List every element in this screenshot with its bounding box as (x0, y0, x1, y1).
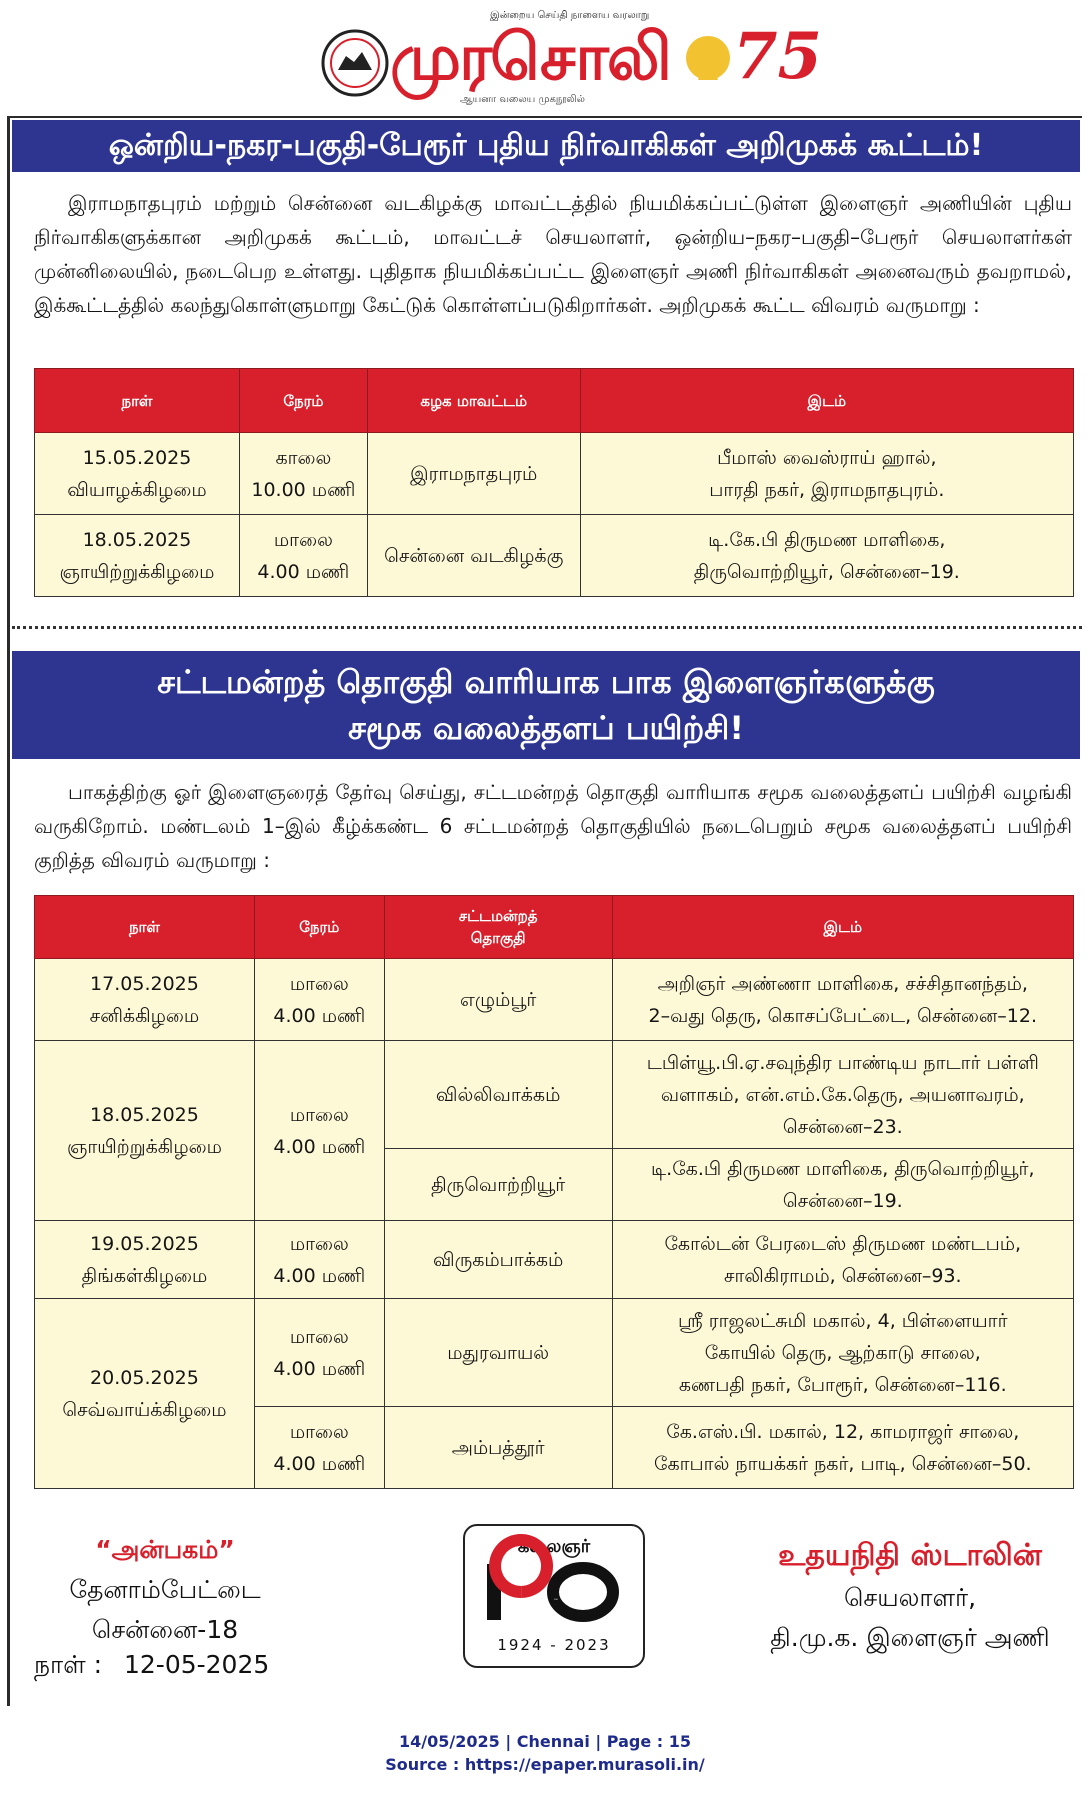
section1-title: ஒன்றிய-நகர-பகுதி-பேரூர் புதிய நிர்வாகிகள் அறிமுகக் கூட்டம்! (12, 120, 1080, 172)
constituency-cell: மதுரவாயல் (384, 1299, 612, 1407)
table-row (35, 1041, 1074, 1149)
header-time: நேரம் (254, 896, 384, 959)
header-time: நேரம் (239, 369, 367, 433)
district-cell: சென்னை வடகிழக்கு (367, 515, 580, 597)
section-divider (12, 626, 1082, 629)
office-address (30, 1530, 300, 1650)
district-cell: இராமநாதபுரம் (367, 433, 580, 515)
header-venue: இடம் (580, 369, 1073, 433)
office-city: சென்னை-18 (91, 1615, 239, 1644)
header-district: கழக மாவட்டம் (367, 369, 580, 433)
section1-schedule-table (34, 368, 1074, 597)
date-value: 12-05-2025 (123, 1650, 270, 1679)
signature-block (745, 1534, 1075, 1658)
date-label: நாள் : (34, 1650, 103, 1679)
table-header-row (35, 896, 1074, 959)
section2-title (12, 651, 1080, 759)
kalaignar-100-logo (463, 1524, 645, 1668)
section2-title-line1: சட்டமன்றத் தொகுதி வாரியாக பாக இளைஞர்களுக்கு (157, 663, 935, 701)
logo-number (465, 1560, 643, 1624)
party-emblem-icon (320, 28, 390, 98)
time-cell: மாலை 4.00 மணி (254, 959, 384, 1041)
masthead-subtitle: ஆயனா வலைய முகநூலில் (460, 94, 585, 105)
masthead (320, 8, 823, 112)
header-venue: இடம் (612, 896, 1073, 959)
venue-cell: பீமாஸ் வைஸ்ராய் ஹால், பாரதி நகர், இராமநாதபுரம். (580, 433, 1073, 515)
constituency-cell: அம்பத்தூர் (384, 1407, 612, 1489)
logo-years: 1924 - 2023 (497, 1636, 611, 1654)
date-cell: 18.05.2025 ஞாயிற்றுக்கிழமை (35, 1041, 255, 1221)
table-row (35, 959, 1074, 1041)
time-cell: மாலை 4.00 மணி (254, 1407, 384, 1489)
header-date: நாள் (35, 369, 240, 433)
venue-cell: கோல்டன் பேரடைஸ் திருமண மண்டபம், சாலிகிராமம், சென்னை–93. (612, 1221, 1073, 1299)
notice-date (34, 1650, 269, 1683)
header-constituency: சட்டமன்றத் தொகுதி (384, 896, 612, 959)
date-cell: 17.05.2025 சனிக்கிழமை (35, 959, 255, 1041)
anniversary-75-logo (678, 8, 823, 108)
source-footnote (0, 1730, 1090, 1776)
source-line-url: Source : https://epaper.murasoli.in/ (385, 1755, 705, 1774)
left-frame-rule (7, 118, 10, 1706)
header-date: நாள் (35, 896, 255, 959)
logo-top-text: கலைஞர் (517, 1536, 591, 1557)
time-cell: மாலை 4.00 மணி (254, 1299, 384, 1407)
date-cell: 18.05.2025 ஞாயிற்றுக்கிழமை (35, 515, 240, 597)
venue-cell: கே.எஸ்.பி. மகால், 12, காமராஜர் சாலை, கோபால் நாயக்கர் நகர், பாடி, சென்னை–50. (612, 1407, 1073, 1489)
time-cell: மாலை 4.00 மணி (254, 1041, 384, 1221)
time-cell: காலை 10.00 மணி (239, 433, 367, 515)
logo-number-text: 100 (554, 1599, 558, 1601)
svg-text:75: 75 (733, 19, 823, 94)
table-header-row (35, 369, 1074, 433)
constituency-cell: எழும்பூர் (384, 959, 612, 1041)
top-rule (7, 116, 1082, 118)
table-row (35, 433, 1074, 515)
office-area: தேனாம்பேட்டை (69, 1575, 261, 1604)
signatory-wing: தி.மு.க. இளைஞர் அணி (770, 1623, 1050, 1652)
constituency-cell: வில்லிவாக்கம் (384, 1041, 612, 1149)
signatory-role: செயலாளர், (843, 1583, 977, 1612)
date-cell: 19.05.2025 திங்கள்கிழமை (35, 1221, 255, 1299)
venue-cell: ஸ்ரீ ராஜலட்சுமி மகால், 4, பிள்ளையார் கோயில் தெரு, ஆற்காடு சாலை, கணபதி நகர், போரூர், சென்னை–116. (612, 1299, 1073, 1407)
signatory-name: உதயநிதி ஸ்டாலின் (778, 1538, 1042, 1573)
date-cell: 20.05.2025 செவ்வாய்க்கிழமை (35, 1299, 255, 1489)
time-cell: மாலை 4.00 மணி (254, 1221, 384, 1299)
masthead-brand: முரசொலி (390, 20, 670, 95)
time-cell: மாலை 4.00 மணி (239, 515, 367, 597)
venue-cell: டி.கே.பி திருமண மாளிகை, திருவொற்றியூர், சென்னை–19. (580, 515, 1073, 597)
constituency-cell: திருவொற்றியூர் (384, 1149, 612, 1221)
masthead-tagline: இன்றைய செய்தி நாளைய வரலாறு (490, 10, 650, 21)
logo-100-mark (465, 1560, 643, 1624)
date-cell: 15.05.2025 வியாழக்கிழமை (35, 433, 240, 515)
section2-schedule-table (34, 895, 1074, 1489)
constituency-cell: விருகம்பாக்கம் (384, 1221, 612, 1299)
source-line-date: 14/05/2025 | Chennai | Page : 15 (399, 1732, 691, 1751)
table-row (35, 1221, 1074, 1299)
venue-cell: டி.கே.பி திருமண மாளிகை, திருவொற்றியூர், சென்னை–19. (612, 1149, 1073, 1221)
table-row (35, 1299, 1074, 1407)
section2-paragraph: பாகத்திற்கு ஓர் இளைஞரைத் தேர்வு செய்து, சட்டமன்றத் தொகுதி வாரியாக சமூக வலைத்தளப் பயிற்சி வழங்கி வருகிறோம். மண்டலம் 1–இல் கீழ்க்கண்ட 6 சட்டமன்றத் தொகுதியில் நடைபெறும் சமூக வலைத்தளப் பயிற்சி குறித்த விவரம் வருமாறு : (34, 780, 1072, 872)
office-name: “அன்பகம்” (95, 1535, 235, 1564)
venue-cell: டபிள்யூ.பி.ஏ.சவுந்திர பாண்டிய நாடார் பள்ளி வளாகம், என்.எம்.கே.தெரு, அயனாவரம், சென்னை–23. (612, 1041, 1073, 1149)
venue-cell: அறிஞர் அண்ணா மாளிகை, சச்சிதானந்தம், 2–வது தெரு, கொசப்பேட்டை, சென்னை–12. (612, 959, 1073, 1041)
table-row (35, 515, 1074, 597)
section2-title-line2: சமூக வலைத்தளப் பயிற்சி! (348, 709, 744, 747)
section1-paragraph: இராமநாதபுரம் மற்றும் சென்னை வடகிழக்கு மாவட்டத்தில் நியமிக்கப்பட்டுள்ள இளைஞர் அணியின் புதிய நிர்வாகிகளுக்கான அறிமுகக் கூட்டம், மாவட்டச் செயலாளர், ஒன்றிய–நகர–பகுதி–பேரூர் செயலாளர்கள் முன்னிலையில், நடைபெற உள்ளது. புதிதாக நியமிக்கப்பட்ட இளைஞர் அணி நிர்வாகிகள் அனைவரும் தவறாமல், இக்கூட்டத்தில் கலந்துகொள்ளுமாறு கேட்டுக் கொள்ளப்படுகிறார்கள். அறிமுகக் கூட்ட விவரம் வருமாறு : (34, 191, 1072, 317)
